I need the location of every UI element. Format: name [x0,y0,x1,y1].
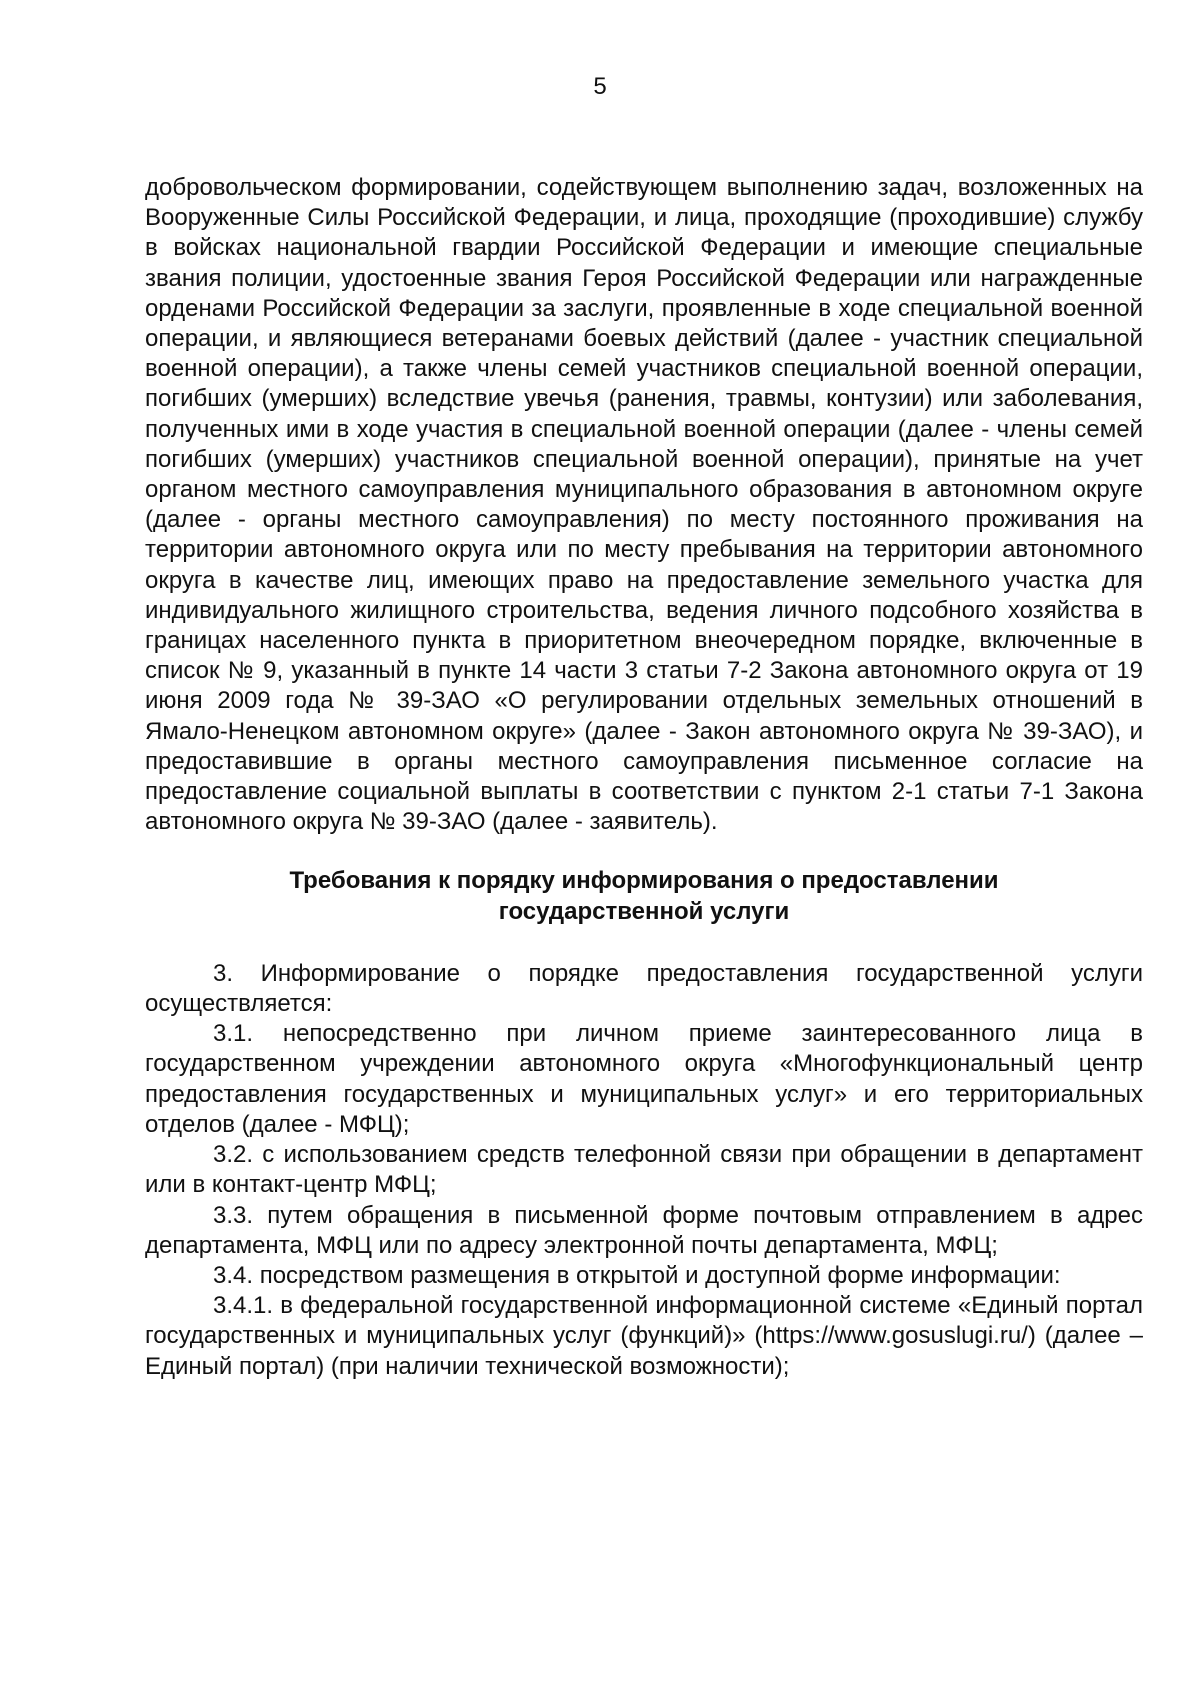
paragraph-3-2: 3.2. с использованием средств телефонной связи при обращении в департамент или в контакт-центр МФЦ; [145,1141,1143,1199]
paragraph-3-4-1: 3.4.1. в федеральной государственной информационной системе «Единый портал государственных и муниципальных услуг (функций)» (https://www.gosuslugi.ru/) (далее – Единый портал) (при наличии технической возможности); [145,1292,1143,1380]
paragraph-3: 3. Информирование о порядке предоставления государственной услуги осуществляется: [145,959,1143,1018]
section-heading [145,866,1143,926]
page-content [145,173,1143,1382]
section-heading-line-1: Требования к порядку информирования о предоставлении [289,867,999,895]
page-number: 5 [593,73,607,100]
paragraph-3-3: 3.3. путем обращения в письменной форме почтовым отправлением в адрес департамента, МФЦ или по адресу электронной почты департамента, МФЦ; [145,1201,1143,1259]
section-heading-line-2: государственной услуги [498,897,790,925]
intro-paragraph: добровольческом формировании, содействующем выполнению задач, возложенных на Вооруженные Силы Российской Федерации, и лица, проходящие (проходившие) службу в войсках национальной гвардии Российской Федерации и имеющие специальные звания полиции, удостоенные звания Героя Российской Федерации или награжденные орденами Российской Федерации за заслуги, проявленные в ходе специальной военной операции, и являющиеся ветеранами боевых действий (далее - участник специальной военной операции), а также члены семей участников специальной военной операции, погибших (умерших) вследствие увечья (ранения, травмы, контузии) или заболевания, полученных ими в ходе участия в специальной военной операции (далее - члены семей погибших (умерших) участников специальной военной операции), принятые на учет органом местного самоуправления муниципального образования в автономном округе (далее - органы местного самоуправления) по месту постоянного проживания на территории автономного округа или по месту пребывания на территории автономного округа в качестве лиц, имеющих право на предоставление земельного участка для индивидуального жилищного строительства, ведения личного подсобного хозяйства в границах населенного пункта в приоритетном внеочередном порядке, включенные в список № 9, указанный в пункте 14 части 3 статьи 7-2 Закона автономного округа от 19 июня 2009 года № 39-ЗАО «О регулировании отдельных земельных отношений в Ямало-Ненецком автономном округе» (далее - Закон автономного округа № 39-ЗАО), и предоставившие в органы местного самоуправления письменное согласие на предоставление социальной выплаты в соответствии с пунктом 2-1 статьи 7-1 Закона автономного округа № 39-ЗАО (далее - заявитель). [145,174,1143,836]
paragraph-3-1: 3.1. непосредственно при личном приеме заинтересованного лица в государственном учреждении автономного округа «Многофункциональный центр предоставления государственных и муниципальных услуг» и его территориальных отделов (далее - МФЦ); [145,1020,1143,1138]
paragraph-3-4: 3.4. посредством размещения в открытой и доступной форме информации: [213,1261,1061,1289]
